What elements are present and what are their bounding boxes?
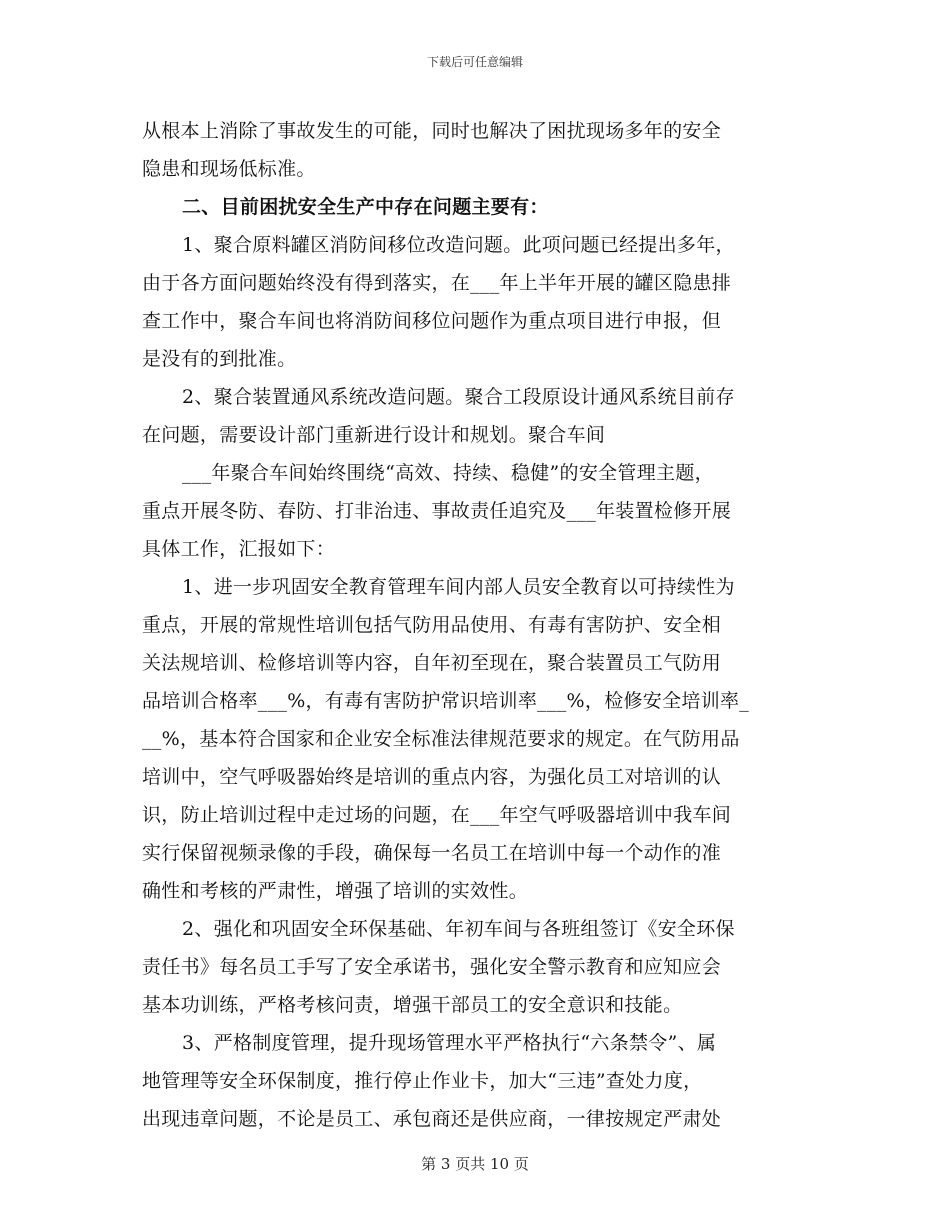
text-line: 从根本上消除了事故发生的可能，同时也解决了困扰现场多年的安全 xyxy=(142,120,722,142)
text-line: 出现违章问题，不论是员工、承包商还是供应商，一律按规定严肃处 xyxy=(142,1108,722,1130)
text-line: 基本功训练，严格考核问责，增强干部员工的安全意识和技能。 xyxy=(142,994,683,1016)
text-line: 品培训合格率___%，有毒有害防护常识培训率___%，检修安全培训率_ xyxy=(142,690,750,712)
document-body xyxy=(142,112,808,1138)
text-line: 重点开展冬防、春防、打非治违、事故责任追究及___年装置检修开展 xyxy=(142,500,732,522)
text-line: 是没有的到批准。 xyxy=(142,348,297,370)
text-line: 培训中，空气呼吸器始终是培训的重点内容，为强化员工对培训的认 xyxy=(142,766,722,788)
text-line: 查工作中，聚合车间也将消防间移位问题作为重点项目进行申报，但 xyxy=(142,310,722,332)
page-footer: 第 3 页共 10 页 xyxy=(421,1155,529,1173)
text-line: 识，防止培训过程中走过场的问题，在___年空气呼吸器培训中我车间 xyxy=(142,804,732,826)
text-line: 隐患和现场低标准。 xyxy=(142,158,316,180)
text-line: ___年聚合车间始终围绕“高效、持续、稳健”的安全管理主题， xyxy=(182,462,714,484)
text-line: 由于各方面问题始终没有得到落实，在___年上半年开展的罐区隐患排 xyxy=(142,272,732,294)
text-line: 1、聚合原料罐区消防间移位改造问题。此项问题已经提出多年， xyxy=(182,234,735,256)
text-line: 2、强化和巩固安全环保基础、年初车间与各班组签订《安全环保 xyxy=(182,918,735,940)
text-line: 确性和考核的严肃性，增强了培训的实效性。 xyxy=(142,880,529,902)
text-line: __%，基本符合国家和企业安全标准法律规范要求的规定。在气防用品 xyxy=(142,728,740,750)
text-line: 关法规培训、检修培训等内容，自年初至现在，聚合装置员工气防用 xyxy=(142,652,722,674)
text-line: 3、严格制度管理，提升现场管理水平严格执行“六条禁令”、属 xyxy=(182,1032,717,1054)
text-line: 实行保留视频录像的手段，确保每一名员工在培训中每一个动作的准 xyxy=(142,842,722,864)
text-line: 地管理等安全环保制度，推行停止作业卡，加大“三违”查处力度， xyxy=(142,1070,703,1092)
text-line: 重点，开展的常规性培训包括气防用品使用、有毒有害防护、安全相 xyxy=(142,614,722,636)
text-line: 1、进一步巩固安全教育管理车间内部人员安全教育以可持续性为 xyxy=(182,576,735,598)
text-line: 在问题，需要设计部门重新进行设计和规划。聚合车间 xyxy=(142,424,606,446)
text-line: 具体工作，汇报如下： xyxy=(142,538,336,560)
text-line: 2、聚合装置通风系统改造问题。聚合工段原设计通风系统目前存 xyxy=(182,386,735,408)
section-heading: 二、目前困扰安全生产中存在问题主要有： xyxy=(182,196,549,218)
page-header: 下载后可任意编辑 xyxy=(426,55,523,69)
text-line: 责任书》每名员工手写了安全承诺书，强化安全警示教育和应知应会 xyxy=(142,956,722,978)
